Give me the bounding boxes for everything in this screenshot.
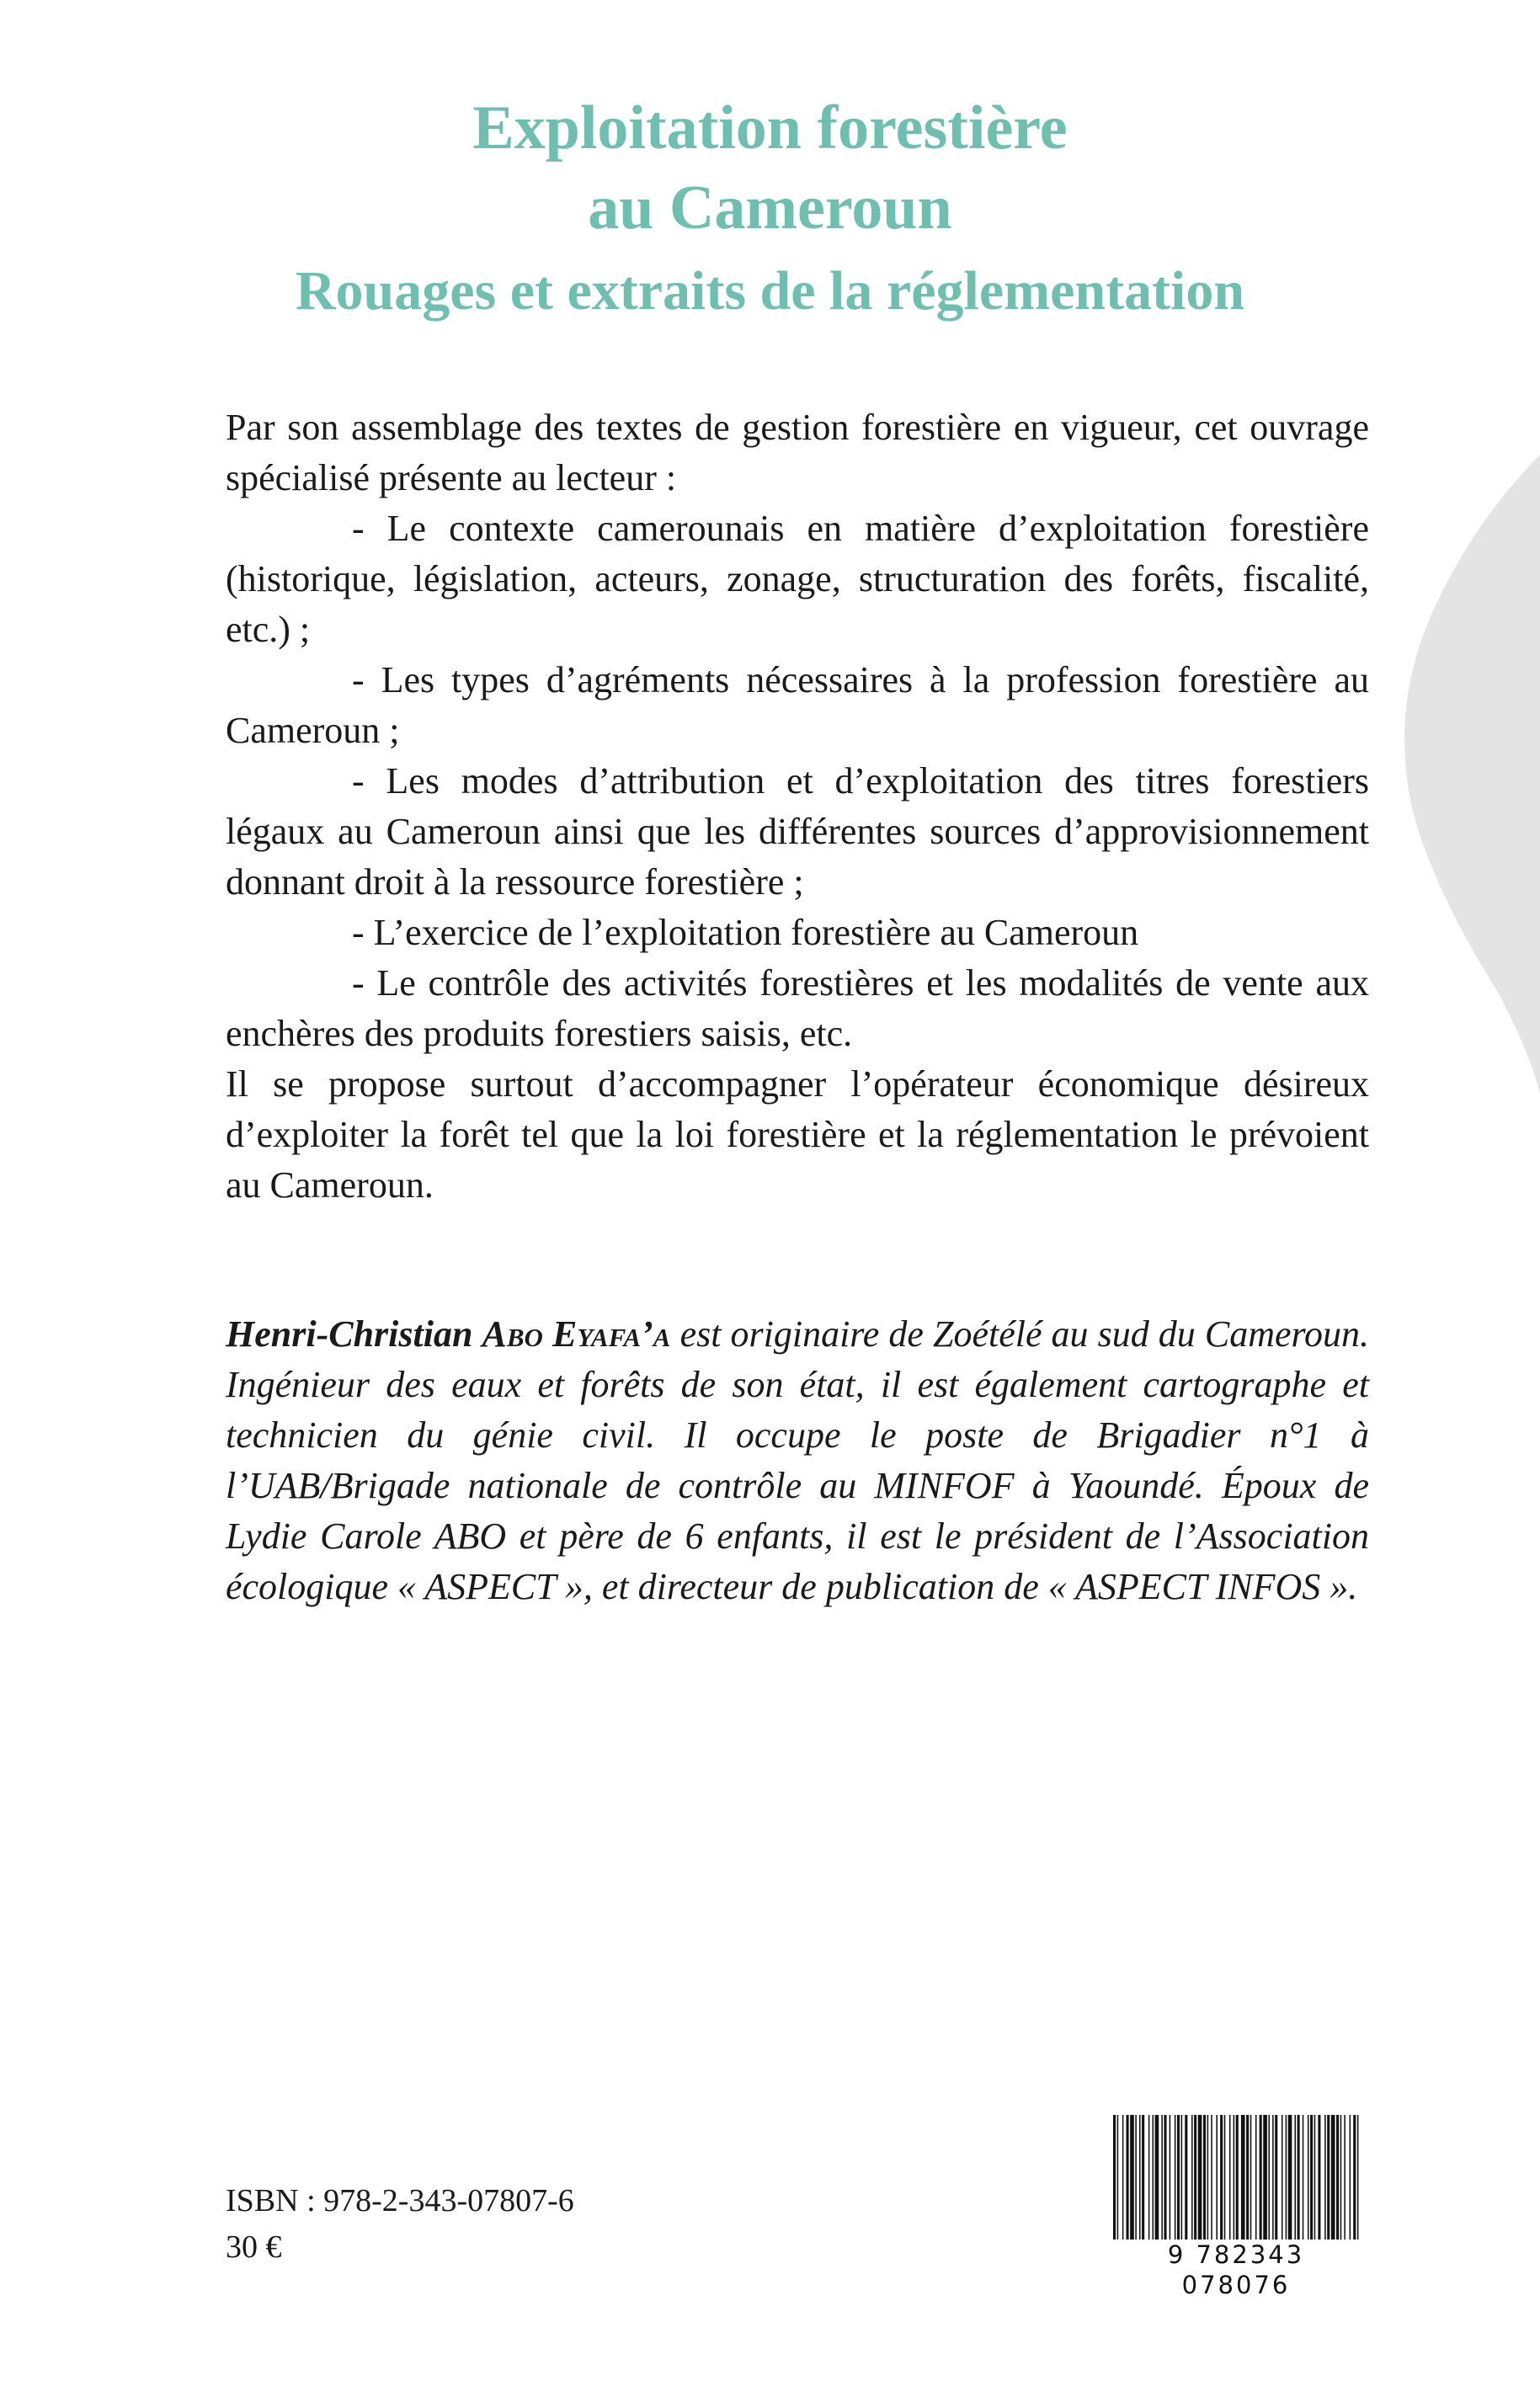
decorative-shape xyxy=(1398,455,1540,1094)
summary-item: - Les modes d’attribution et d’exploitation des titres forestiers légaux au Cameroun ainsi que les différentes sources d’approvisionnement donnant droit à la ressource forestière ; xyxy=(226,760,1369,903)
author-bio-text: est originaire de Zoétélé au sud du Cameroun. Ingénieur des eaux et forêts de son état, il est également cartographe et technicien du génie civil. Il occupe le poste de Brigadier n°1 à l’UAB/Brigade nationale de contrôle au MINFOF à Yaoundé. Époux de Lydie Carole ABO et père de 6 enfants, il est le président de l’Association écologique « ASPECT », et directeur de publication de « ASPECT INFOS ». xyxy=(226,1313,1370,1607)
summary-item: - L’exercice de l’exploitation forestière au Cameroun xyxy=(352,912,1139,953)
author-last-name: Abo Eyafa’a xyxy=(482,1313,671,1355)
author-bio xyxy=(226,1309,1369,1612)
book-title-line-1: Exploitation forestière xyxy=(472,93,1068,162)
isbn: ISBN : 978-2-343-07807-6 xyxy=(226,2183,574,2218)
title-block xyxy=(0,88,1540,331)
summary-text xyxy=(226,402,1369,1211)
summary-item: - Le contrôle des activités forestières et les modalités de vente aux enchères des produits forestiers saisis, etc. xyxy=(226,962,1369,1054)
decorative-leaf-shape xyxy=(1404,455,1540,1094)
summary-conclusion: Il se propose surtout d’accompagner l’opérateur économique désireux d’exploiter la forêt tel que la loi forestière et la réglementation le prévoient au Cameroun. xyxy=(226,1063,1369,1206)
price: 30 € xyxy=(226,2229,282,2265)
author-first-name: Henri-Christian xyxy=(226,1313,473,1355)
summary-item: - Les types d’agréments nécessaires à la profession forestière au Cameroun ; xyxy=(226,659,1369,751)
barcode-digits: 9 782343 078076 xyxy=(1110,2240,1362,2300)
book-subtitle: Rouages et extraits de la réglementation xyxy=(295,260,1245,322)
summary-item: - Le contexte camerounais en matière d’exploitation forestière (historique, législation, acteurs, zonage, structuration des forêts, fiscalité, etc.) ; xyxy=(226,508,1369,650)
summary-intro: Par son assemblage des textes de gestion forestière en vigueur, cet ouvrage spécialisé présente au lecteur : xyxy=(226,407,1369,498)
book-title-line-2: au Cameroun xyxy=(588,173,952,242)
